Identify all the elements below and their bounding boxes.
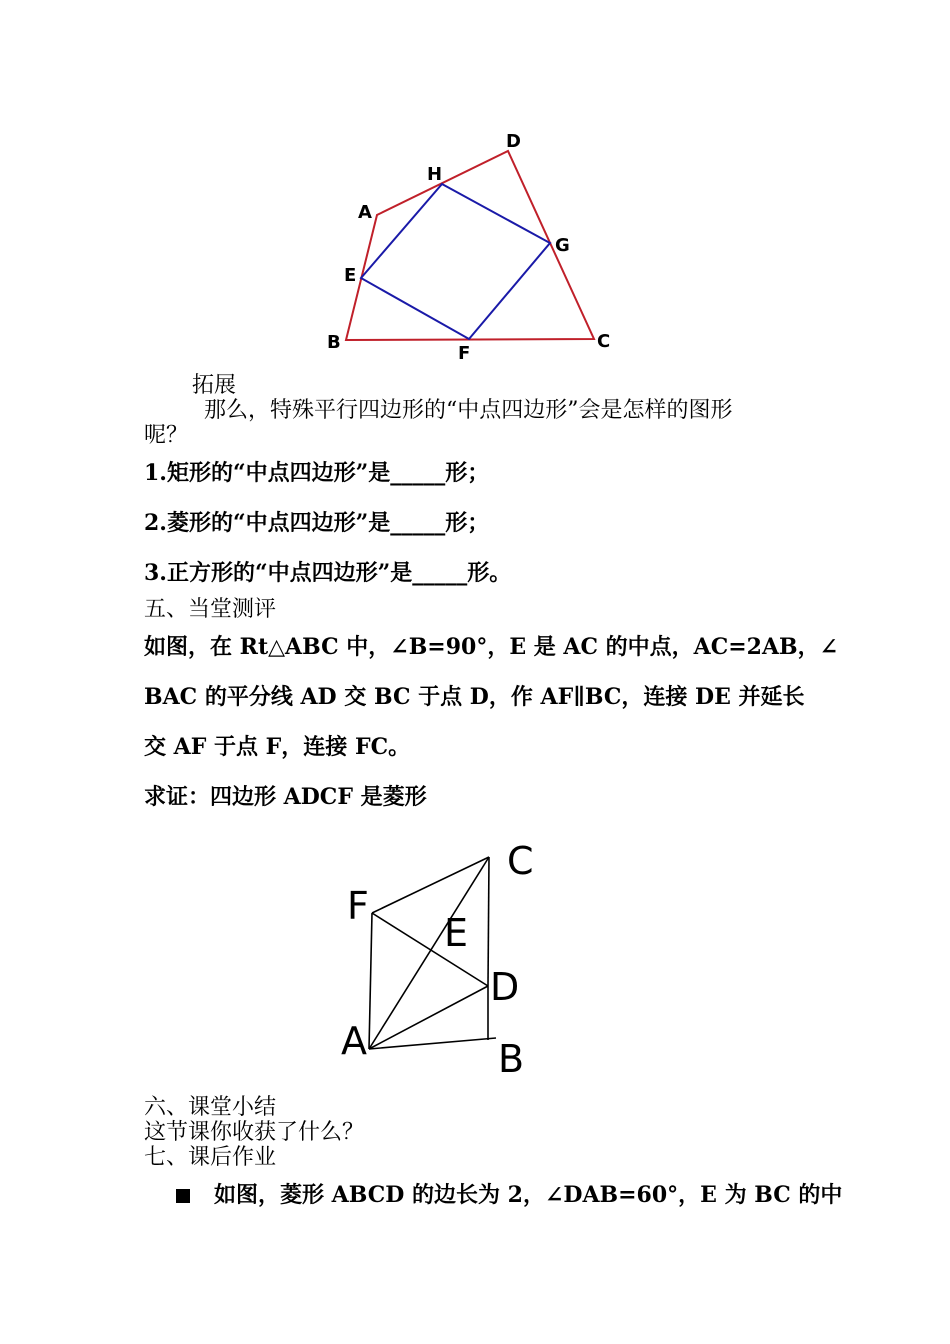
vertex-label-b2: B	[498, 1037, 525, 1081]
vertex-label-d2: D	[490, 965, 520, 1009]
extension-question-line2: 呢？	[144, 423, 189, 448]
section5-heading: 五、当堂测评	[144, 597, 277, 622]
vertex-label-d: D	[506, 131, 521, 152]
segment-af	[369, 913, 372, 1049]
extension-heading: 拓展	[192, 373, 237, 398]
segment-cd	[488, 857, 489, 986]
vertex-label-f2: F	[347, 884, 369, 928]
vertex-label-c2: C	[507, 839, 534, 883]
segment-fd	[372, 913, 488, 986]
section5-problem-line3: 交 AF 于点 F，连接 FC。	[144, 734, 411, 760]
vertex-label-g: G	[555, 235, 570, 256]
inner-quadrilateral-efgh	[361, 184, 550, 339]
vertex-label-a: A	[358, 202, 372, 223]
extension-item-rectangle: 1.矩形的“中点四边形”是_____形；	[144, 460, 490, 486]
section6-heading: 六、课堂小结	[144, 1095, 277, 1120]
section5-problem-line1: 如图，在 Rt△ABC 中，∠B=90°，E 是 AC 的中点，AC=2AB，∠	[144, 634, 839, 660]
section7-heading: 七、课后作业	[144, 1145, 277, 1170]
midpoint-quadrilateral-figure	[0, 0, 950, 380]
bullet-square-icon	[176, 1189, 190, 1203]
vertex-label-e: E	[344, 265, 357, 286]
vertex-label-f: F	[458, 343, 471, 364]
vertex-label-h: H	[427, 164, 443, 185]
extension-item-square: 3.正方形的“中点四边形”是_____形。	[144, 560, 512, 586]
vertex-label-a2: A	[341, 1019, 367, 1063]
extension-item-rhombus: 2.菱形的“中点四边形”是_____形；	[144, 510, 490, 536]
extension-question-line1: 那么，特殊平行四边形的“中点四边形”会是怎样的图形	[204, 398, 733, 423]
section5-problem-line2: BAC 的平分线 AD 交 BC 于点 D，作 AF∥BC，连接 DE 并延长	[144, 684, 805, 710]
vertex-label-c: C	[597, 331, 611, 352]
vertex-label-e2: E	[444, 911, 469, 955]
vertex-label-b: B	[327, 332, 341, 353]
section6-question: 这节课你收获了什么？	[144, 1120, 365, 1145]
section5-prove-statement: 求证：四边形 ADCF 是菱形	[144, 784, 427, 810]
section7-homework-line1: 如图，菱形 ABCD 的边长为 2，∠DAB=60°，E 为 BC 的中	[214, 1182, 843, 1208]
rhombus-adcf-figure	[0, 820, 950, 1090]
